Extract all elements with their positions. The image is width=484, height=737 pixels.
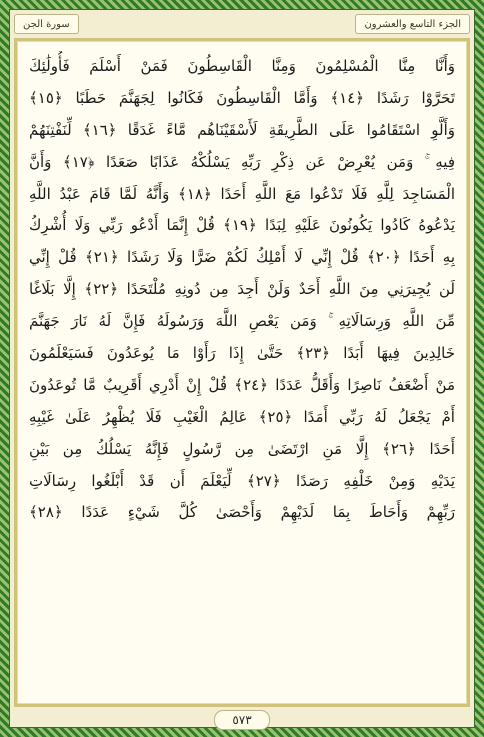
text-line: أَحَدًا ﴿٢٦﴾ إِلَّا مَنِ ارْتَضَىٰ مِن رَّسُولٍ فَإِنَّهُ يَسْلُكُ مِن بَيْنِ xyxy=(29,439,455,458)
text-line: مَنْ أَضْعَفُ نَاصِرًا وَأَقَلُّ عَدَدًا ﴿٢٤﴾ قُلْ إِنْ أَدْرِي أَقَرِيبٌ مَّا تُوعَدُونَ xyxy=(29,375,455,394)
text-line: الْمَسَاجِدَ لِلَّهِ فَلَا تَدْعُوا مَعَ اللَّهِ أَحَدًا ﴿١٨﴾ وَأَنَّهُ لَمَّا قَامَ عَبْدُ اللَّهِ xyxy=(29,184,455,203)
text-line: بِهِ أَحَدًا ﴿٢٠﴾ قُلْ إِنِّي لَا أَمْلِكُ لَكُمْ ضَرًّا وَلَا رَشَدًا ﴿٢١﴾ قُلْ إِنِّي xyxy=(29,248,455,267)
text-line: خَالِدِينَ فِيهَا أَبَدًا ﴿٢٣﴾ حَتَّىٰ إِذَا رَأَوْا مَا يُوعَدُونَ فَسَيَعْلَمُونَ xyxy=(29,344,455,363)
juz-label: الجزء التاسع والعشرون xyxy=(355,14,470,34)
page-footer xyxy=(0,711,484,729)
text-line: لَن يُجِيرَنِي مِنَ اللَّهِ أَحَدٌ وَلَنْ أَجِدَ مِن دُونِهِ مُلْتَحَدًا ﴿٢٢﴾ إِلَّا بَلَاغًا xyxy=(29,280,455,299)
surah-name-label: سورة الجن xyxy=(14,14,79,34)
quran-page xyxy=(14,38,470,707)
text-line: فِيهِ ۚ وَمَن يُعْرِضْ عَن ذِكْرِ رَبِّهِ يَسْلُكْهُ عَذَابًا صَعَدًا ﴿١٧﴾ وَأَنَّ xyxy=(29,152,455,171)
text-line: مِّنَ اللَّهِ وَرِسَالَاتِهِ ۚ وَمَن يَعْصِ اللَّهَ وَرَسُولَهُ فَإِنَّ لَهُ نَارَ جَهَنَّمَ xyxy=(29,312,455,331)
text-line: وَأَنَّا مِنَّا الْمُسْلِمُونَ وَمِنَّا الْقَاسِطُونَ فَمَنْ أَسْلَمَ فَأُولَٰئِكَ xyxy=(29,57,455,75)
text-line: رَبِّهِمْ وَأَحَاطَ بِمَا لَدَيْهِمْ وَأَحْصَىٰ كُلَّ شَيْءٍ عَدَدًا ﴿٢٨﴾ xyxy=(29,503,455,522)
page-number: ٥٧٣ xyxy=(214,710,270,730)
page-header xyxy=(14,13,470,35)
text-line: يَدْعُوهُ كَادُوا يَكُونُونَ عَلَيْهِ لِبَدًا ﴿١٩﴾ قُلْ إِنَّمَا أَدْعُو رَبِّي وَلَا أُشْرِكُ xyxy=(29,216,455,235)
text-line: وَأَلَّوِ اسْتَقَامُوا عَلَى الطَّرِيقَةِ لَأَسْقَيْنَاهُم مَّاءً غَدَقًا ﴿١٦﴾ لِّنَفْتِنَهُمْ xyxy=(29,120,455,139)
text-line: يَدَيْهِ وَمِنْ خَلْفِهِ رَصَدًا ﴿٢٧﴾ لِّيَعْلَمَ أَن قَدْ أَبْلَغُوا رِسَالَاتِ xyxy=(29,471,455,490)
text-line: أَمْ يَجْعَلُ لَهُ رَبِّي أَمَدًا ﴿٢٥﴾ عَالِمُ الْغَيْبِ فَلَا يُظْهِرُ عَلَىٰ غَيْبِهِ xyxy=(29,407,455,426)
verse-text-block xyxy=(29,51,455,696)
text-line: تَحَرَّوْا رَشَدًا ﴿١٤﴾ وَأَمَّا الْقَاسِطُونَ فَكَانُوا لِجَهَنَّمَ حَطَبًا ﴿١٥﴾ xyxy=(29,88,455,107)
